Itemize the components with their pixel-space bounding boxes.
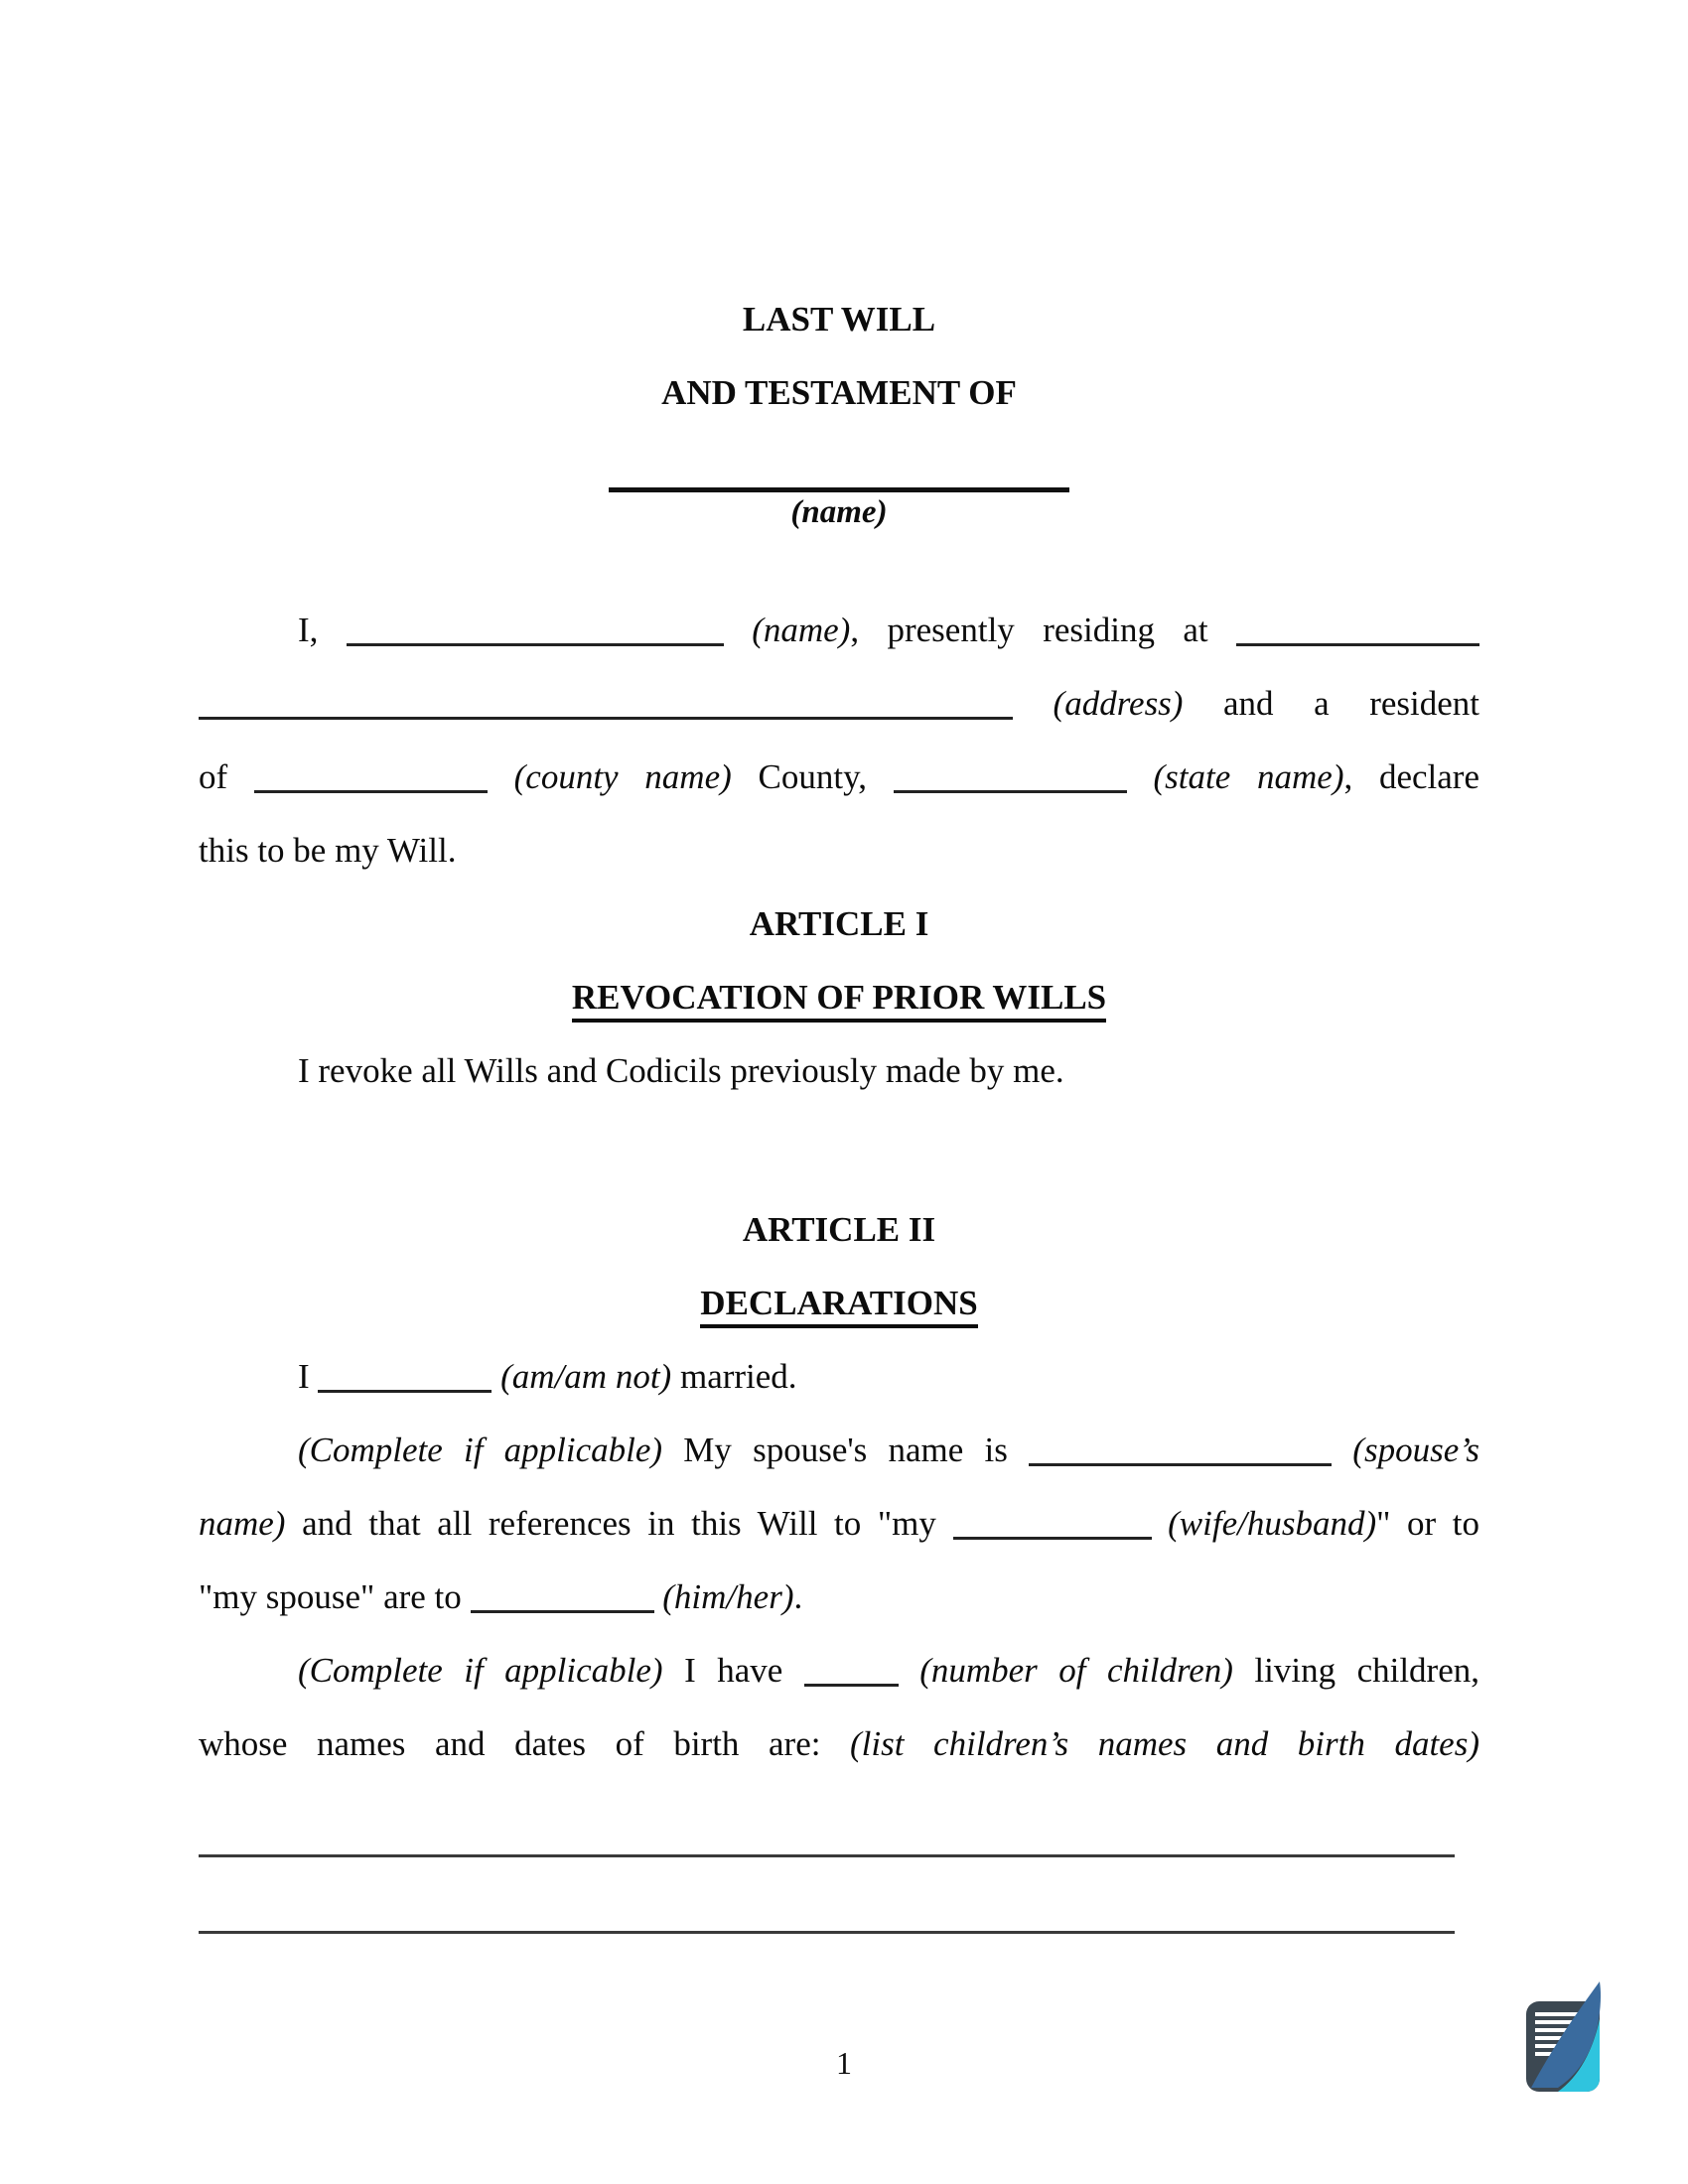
- address-blank-1[interactable]: [1236, 637, 1479, 646]
- body-text: and that all references in this Will to "my: [285, 1504, 953, 1543]
- hint-text: (list children’s names and birth dates): [850, 1724, 1479, 1763]
- hint-text: (state name): [1126, 757, 1344, 796]
- body-text: living children,: [1232, 1651, 1479, 1690]
- article-1-subheading: [199, 961, 1479, 1034]
- state-blank[interactable]: [894, 784, 1127, 793]
- hint-text: (number of children): [898, 1651, 1233, 1690]
- body-text: , declare: [1343, 757, 1480, 796]
- marital-status-line: [199, 1340, 1479, 1414]
- body-text: married.: [671, 1357, 797, 1396]
- hint-text: (county name): [487, 757, 732, 796]
- opening-paragraph-line-4: [199, 814, 1479, 887]
- article-2-subheading-text: DECLARATIONS: [700, 1284, 977, 1328]
- children-paragraph-line-1: [199, 1634, 1479, 1707]
- article-1-subheading-text: REVOCATION OF PRIOR WILLS: [572, 978, 1106, 1023]
- body-text: and a resident: [1183, 684, 1479, 723]
- opening-paragraph-line-2: [199, 667, 1479, 741]
- am-am-not-blank[interactable]: [318, 1384, 492, 1393]
- hint-text: (Complete if applicable): [298, 1651, 663, 1690]
- testator-name-signature-line[interactable]: [609, 448, 1069, 492]
- page-number: 1: [836, 2045, 852, 2081]
- body-text: whose names and dates of birth are:: [199, 1724, 851, 1763]
- body-text: of: [199, 757, 254, 796]
- hint-text: (name): [723, 611, 851, 649]
- spouse-paragraph-line-1: [199, 1414, 1479, 1487]
- document-page-curl-logo-icon: [1526, 1981, 1602, 2093]
- article-1-heading: ARTICLE I: [749, 904, 929, 943]
- document-title-line-2: AND TESTAMENT OF: [661, 373, 1017, 412]
- body-text: , presently residing at: [850, 611, 1237, 649]
- hint-text: (Complete if applicable): [298, 1431, 663, 1469]
- spouse-paragraph-line-3: [199, 1561, 1479, 1634]
- children-list-blank-line-2[interactable]: [199, 1869, 1455, 1934]
- body-text: I,: [298, 611, 347, 649]
- testator-name-label: (name): [790, 494, 888, 530]
- address-blank-2[interactable]: [199, 711, 1013, 720]
- opening-paragraph-line-1: [199, 594, 1479, 667]
- spouse-name-blank[interactable]: [1029, 1457, 1332, 1466]
- revocation-paragraph-line-1: [199, 1034, 1479, 1108]
- hint-text: (wife/husband): [1151, 1504, 1377, 1543]
- children-paragraph-line-2: [199, 1707, 1479, 1781]
- testator-name-blank[interactable]: [347, 637, 724, 646]
- hint-text: (him/her): [653, 1577, 794, 1616]
- article-2-heading: ARTICLE II: [742, 1210, 936, 1249]
- body-text: " or to: [1376, 1504, 1479, 1543]
- body-text: I: [298, 1357, 319, 1396]
- spacer: [199, 536, 1479, 594]
- article-2-subheading: [199, 1267, 1479, 1340]
- body-text: I have: [662, 1651, 804, 1690]
- body-text: .: [793, 1577, 803, 1616]
- spouse-paragraph-line-2: [199, 1487, 1479, 1561]
- body-text: My spouse's name is: [662, 1431, 1030, 1469]
- county-blank[interactable]: [254, 784, 488, 793]
- children-list-blank-line-1[interactable]: [199, 1793, 1455, 1857]
- him-her-blank[interactable]: [471, 1604, 654, 1613]
- number-of-children-blank[interactable]: [804, 1678, 899, 1687]
- opening-paragraph-line-3: [199, 741, 1479, 814]
- hint-text: (am/am not): [492, 1357, 672, 1396]
- spacer: [199, 1108, 1479, 1193]
- hint-text: name): [199, 1504, 286, 1543]
- document-title-line-1: LAST WILL: [742, 300, 936, 339]
- body-text: "my spouse" are to: [199, 1577, 471, 1616]
- body-text: this to be my Will.: [199, 831, 457, 870]
- wife-husband-blank[interactable]: [953, 1531, 1152, 1540]
- body-text: County,: [731, 757, 894, 796]
- hint-text: (address): [1013, 684, 1184, 723]
- hint-text: (spouse’s: [1332, 1431, 1479, 1469]
- body-text: I revoke all Wills and Codicils previously made by me.: [298, 1051, 1064, 1090]
